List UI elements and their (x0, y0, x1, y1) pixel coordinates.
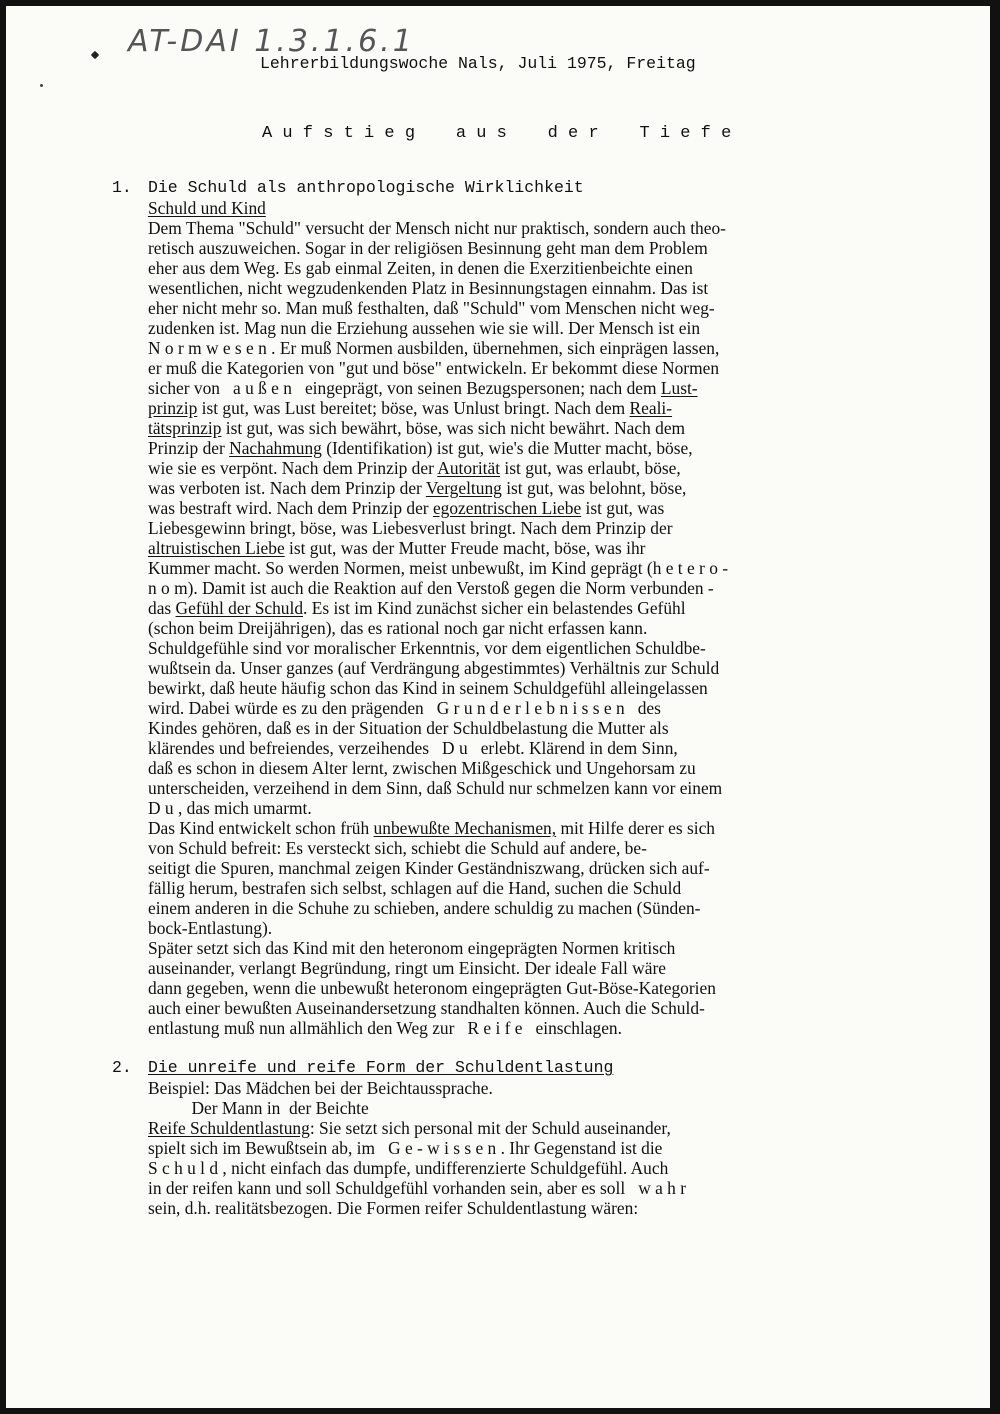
section-2-text-line: sein, d.h. realitätsbezogen. Die Formen reifer Schuldentlastung wären: (148, 1198, 639, 1218)
section-1-text-line: tätsprinzip ist gut, was sich bewährt, böse, was sich nicht bewährt. Nach dem (148, 418, 686, 438)
section-1-text-line: N o r m w e s e n . Er muß Normen ausbilden, übernehmen, sich einprägen lassen, (148, 338, 720, 358)
section-1-text-line: was bestraft wird. Nach dem Prinzip der egozentrischen Liebe ist gut, was (148, 498, 665, 518)
section-1-text-line: unterscheiden, verzeihend in dem Sinn, daß Schuld nur schmelzen kann vor einem (148, 778, 723, 798)
section-2-text-line: in der reifen kann und soll Schuldgefühl vorhanden sein, aber es soll w a h r (148, 1178, 687, 1198)
section-1-text-line: Das Kind entwickelt schon früh unbewußte Mechanismen, mit Hilfe derer es sich (148, 818, 715, 838)
section-1-text-line: auseinander, verlangt Begründung, ringt um Einsicht. Der ideale Fall wäre (148, 958, 666, 978)
section-1-text-line: daß es schon in diesem Alter lernt, zwischen Mißgeschick und Ungehorsam zu (148, 758, 696, 778)
document-page (6, 6, 990, 1408)
section-1-text-line: Kummer macht. So werden Normen, meist unbewußt, im Kind geprägt (h e t e r o - (148, 558, 729, 578)
section-1-text-line: eher nicht mehr so. Man muß festhalten, daß "Schuld" vom Menschen nicht weg- (148, 298, 715, 318)
section-1 (112, 178, 942, 1038)
section-1-text-line: altruistischen Liebe ist gut, was der Mutter Freude macht, böse, was ihr (148, 538, 646, 558)
section-2-text-line: spielt sich im Bewußtsein ab, im G e - w i s s e n . Ihr Gegenstand ist die (148, 1138, 663, 1158)
section-1-text-line: n o m). Damit ist auch die Reaktion auf den Verstoß gegen die Norm verbunden - (148, 578, 714, 598)
section-1-text-line: auch einer bewußten Auseinandersetzung standhalten können. Auch die Schuld- (148, 998, 705, 1018)
section-1-text-line: das Gefühl der Schuld. Es ist im Kind zunächst sicher ein belastendes Gefühl (148, 598, 686, 618)
section-1-text-line: retisch auszuweichen. Sogar in der religiösen Besinnung geht man dem Problem (148, 238, 708, 258)
section-2-text-line: Beispiel: Das Mädchen bei der Beichtaussprache. (148, 1078, 493, 1098)
section-1-number: 1. (112, 178, 132, 197)
section-1-text-line: (schon beim Dreijährigen), das es rational noch gar nicht erfassen kann. (148, 618, 648, 638)
section-1-text-line: bewirkt, daß heute häufig schon das Kind in seinem Schuldgefühl alleingelassen (148, 678, 708, 698)
section-2-number: 2. (112, 1058, 132, 1077)
section-1-text-line: Liebesgewinn bringt, böse, was Liebesverlust bringt. Nach dem Prinzip der (148, 518, 673, 538)
section-1-text-line: wußtsein da. Unser ganzes (auf Verdrängung abgestimmtes) Verhältnis zur Schuld (148, 658, 720, 678)
section-1-text-line: Kindes gehören, daß es in der Situation der Schuldbelastung die Mutter als (148, 718, 669, 738)
ink-speck (40, 84, 43, 87)
section-2-title: Die unreife und reife Form der Schuldentlastung (148, 1058, 614, 1077)
section-1-text-line: Prinzip der Nachahmung (Identifikation) ist gut, wie's die Mutter macht, böse, (148, 438, 693, 458)
section-1-text-line: was verboten ist. Nach dem Prinzip der Vergeltung ist gut, was belohnt, böse, (148, 478, 687, 498)
section-1-text-line: prinzip ist gut, was Lust bereitet; böse, was Unlust bringt. Nach dem Reali- (148, 398, 673, 418)
section-2-text-line: S c h u l d , nicht einfach das dumpfe, undifferenzierte Schuldgefühl. Auch (148, 1158, 669, 1178)
section-1-text-line: dann gegeben, wenn die unbewußt heteronom eingeprägten Gut-Böse-Kategorien (148, 978, 716, 998)
ink-mark (91, 51, 99, 59)
section-1-text-line: seitigt die Spuren, manchmal zeigen Kinder Geständniszwang, drücken sich auf- (148, 858, 710, 878)
section-1-text-line: Dem Thema "Schuld" versucht der Mensch nicht nur praktisch, sondern auch theo- (148, 218, 726, 238)
section-1-text-line: eher aus dem Weg. Es gab einmal Zeiten, in denen die Exerzitienbeichte einen (148, 258, 693, 278)
document-title: A u f s t i e g a u s d e r T i e f e (262, 124, 732, 143)
section-1-text-line: Später setzt sich das Kind mit den heteronom eingeprägten Normen kritisch (148, 938, 676, 958)
section-1-text-line: wird. Dabei würde es zu den prägenden G r u n d e r l e b n i s s e n des (148, 698, 661, 718)
document-header: Lehrerbildungswoche Nals, Juli 1975, Freitag (260, 54, 696, 73)
section-1-subheading: Schuld und Kind (148, 198, 266, 218)
section-1-text-line: klärendes und befreiendes, verzeihendes D u erlebt. Klärend in dem Sinn, (148, 738, 678, 758)
section-1-text-line: D u , das mich umarmt. (148, 798, 312, 818)
section-1-text-line: wie sie es verpönt. Nach dem Prinzip der Autorität ist gut, was erlaubt, böse, (148, 458, 681, 478)
section-2-text-line: Reife Schuldentlastung: Sie setzt sich personal mit der Schuld auseinander, (148, 1118, 671, 1138)
section-1-text-line: Schuldgefühle sind vor moralischer Erkenntnis, vor dem eigentlichen Schuldbe- (148, 638, 706, 658)
section-1-title: Die Schuld als anthropologische Wirklichkeit (148, 178, 584, 197)
section-2 (112, 1058, 942, 1218)
section-1-text-line: wesentlichen, nicht wegzudenkenden Platz in Besinnungstagen einnahm. Das ist (148, 278, 709, 298)
section-1-text-line: er muß die Kategorien von "gut und böse" entwickeln. Er bekommt diese Normen (148, 358, 720, 378)
section-1-text-line: sicher von a u ß e n eingeprägt, von seinen Bezugspersonen; nach dem Lust- (148, 378, 698, 398)
archive-signature: AT-DAI 1.3.1.6.1 (128, 24, 415, 59)
section-1-text-line: entlastung muß nun allmählich den Weg zur R e i f e einschlagen. (148, 1018, 622, 1038)
section-1-text-line: einem anderen in die Schuhe zu schieben, andere schuldig zu machen (Sünden- (148, 898, 701, 918)
section-1-text-line: zudenken ist. Mag nun die Erziehung aussehen wie sie will. Der Mensch ist ein (148, 318, 701, 338)
section-1-text-line: fällig herum, bestrafen sich selbst, schlagen auf die Hand, suchen die Schuld (148, 878, 682, 898)
section-2-text-line: Der Mann in der Beichte (148, 1098, 369, 1118)
section-1-text-line: von Schuld befreit: Es versteckt sich, schiebt die Schuld auf andere, be- (148, 838, 647, 858)
section-1-text-line: bock-Entlastung). (148, 918, 273, 938)
